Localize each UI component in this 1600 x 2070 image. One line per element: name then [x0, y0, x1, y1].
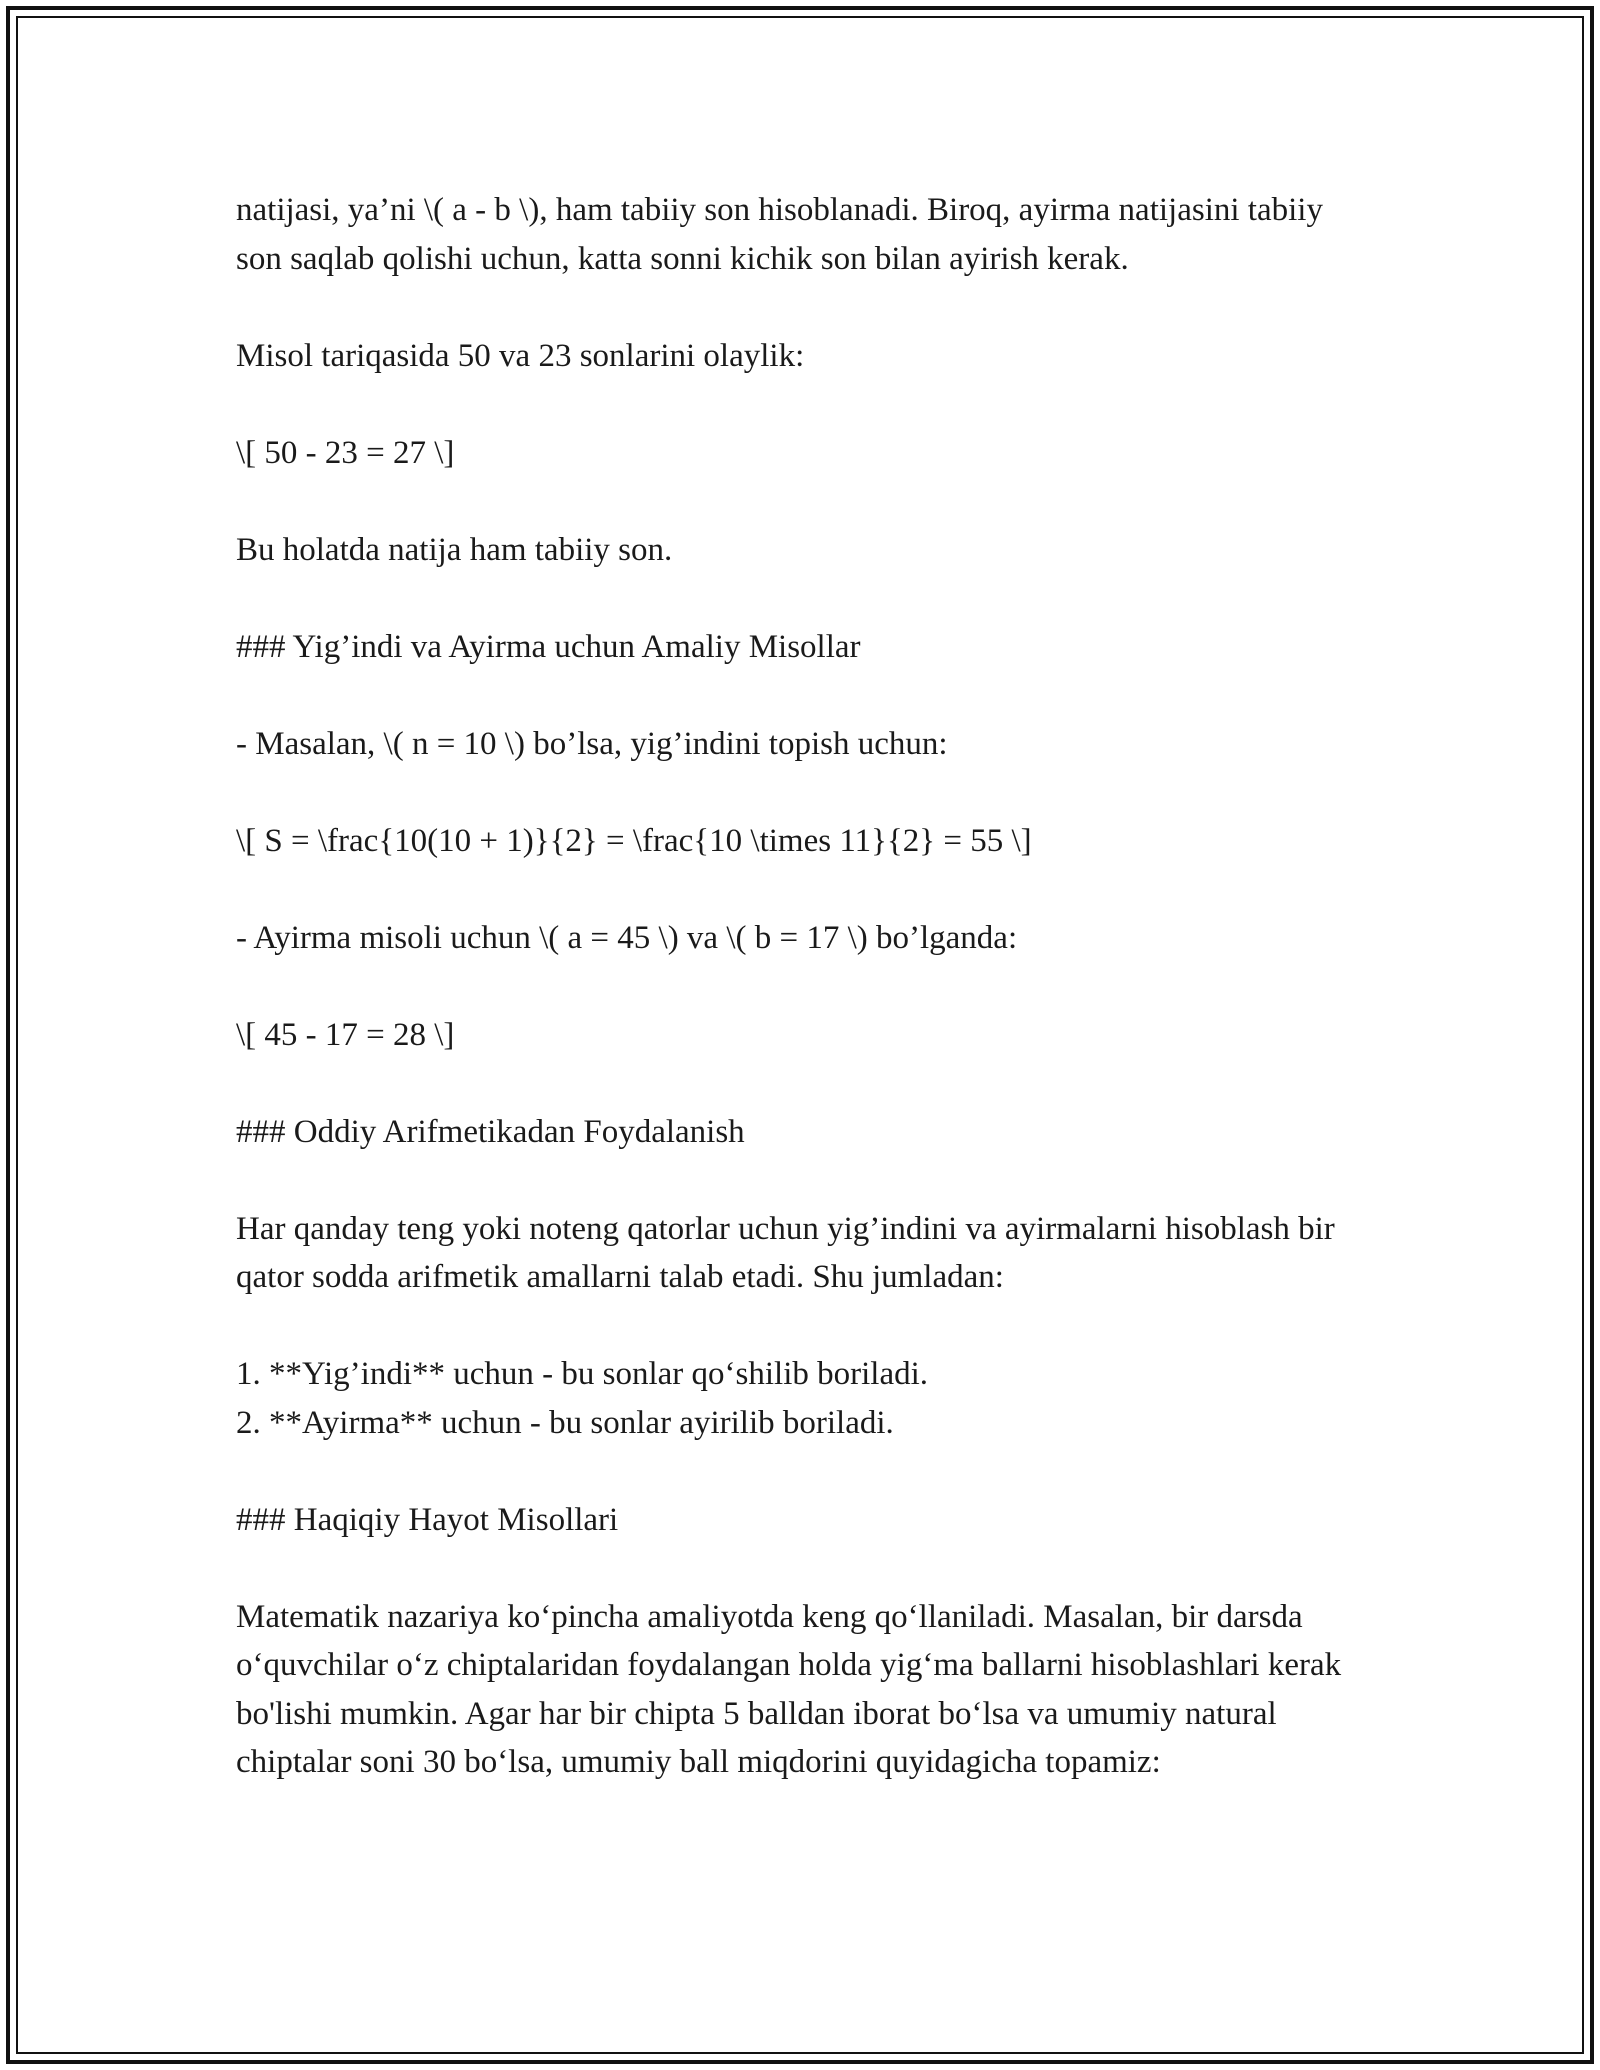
document-body [236, 186, 1366, 1835]
section-heading-arithmetic: ### Oddiy Arifmetikadan Foydalanish [236, 1113, 745, 1150]
paragraph-arithmetic: Har qanday teng yoki noteng qatorlar uchun yig’indini va ayirmalarni hisoblash bir qator sodda arifmetik amallarni talab etadi. Shu jumladan: [236, 1210, 1344, 1295]
list-item: 1. **Yig’indi** uchun - bu sonlar qo‘shilib boriladi. [236, 1356, 929, 1392]
equation-sum: \[ S = \frac{10(10 + 1)}{2} = \frac{10 \times 11}{2} = 55 \] [236, 822, 1032, 859]
equation-subtraction: \[ 50 - 23 = 27 \] [236, 434, 455, 471]
paragraph-example-intro: Misol tariqasida 50 va 23 sonlarini olaylik: [236, 337, 805, 374]
paragraph-real-life: Matematik nazariya ko‘pincha amaliyotda keng qo‘llaniladi. Masalan, bir darsda o‘quvchilar o‘z chiptalaridan foydalangan holda yig‘ma ballarni hisoblashlari kerak bo'lishi mumkin. Agar har bir chipta 5 balldan iborat bo‘lsa va umumiy natural chiptalar soni 30 bo‘lsa, umumiy ball miqdorini quyidagicha topamiz: [236, 1598, 1350, 1780]
bullet-difference-example: - Ayirma misoli uchun \( a = 45 \) va \( b = 17 \) bo’lganda: [236, 919, 1018, 956]
paragraph-continuation: natijasi, ya’ni \( a - b \), ham tabiiy son hisoblanadi. Biroq, ayirma natijasini tabiiy son saqlab qolishi uchun, katta sonni kichik son bilan ayirish kerak. [236, 192, 1332, 277]
list-item: 2. **Ayirma** uchun - bu sonlar ayirilib boriladi. [236, 1404, 894, 1441]
section-heading-practical-examples: ### Yig’indi va Ayirma uchun Amaliy Misollar [236, 628, 861, 665]
numbered-list [236, 1350, 1366, 1447]
section-heading-real-life: ### Haqiqiy Hayot Misollari [236, 1501, 619, 1538]
equation-difference: \[ 45 - 17 = 28 \] [236, 1016, 455, 1053]
bullet-sum-example: - Masalan, \( n = 10 \) bo’lsa, yig’indini topish uchun: [236, 725, 948, 762]
paragraph-result-note: Bu holatda natija ham tabiiy son. [236, 531, 673, 568]
